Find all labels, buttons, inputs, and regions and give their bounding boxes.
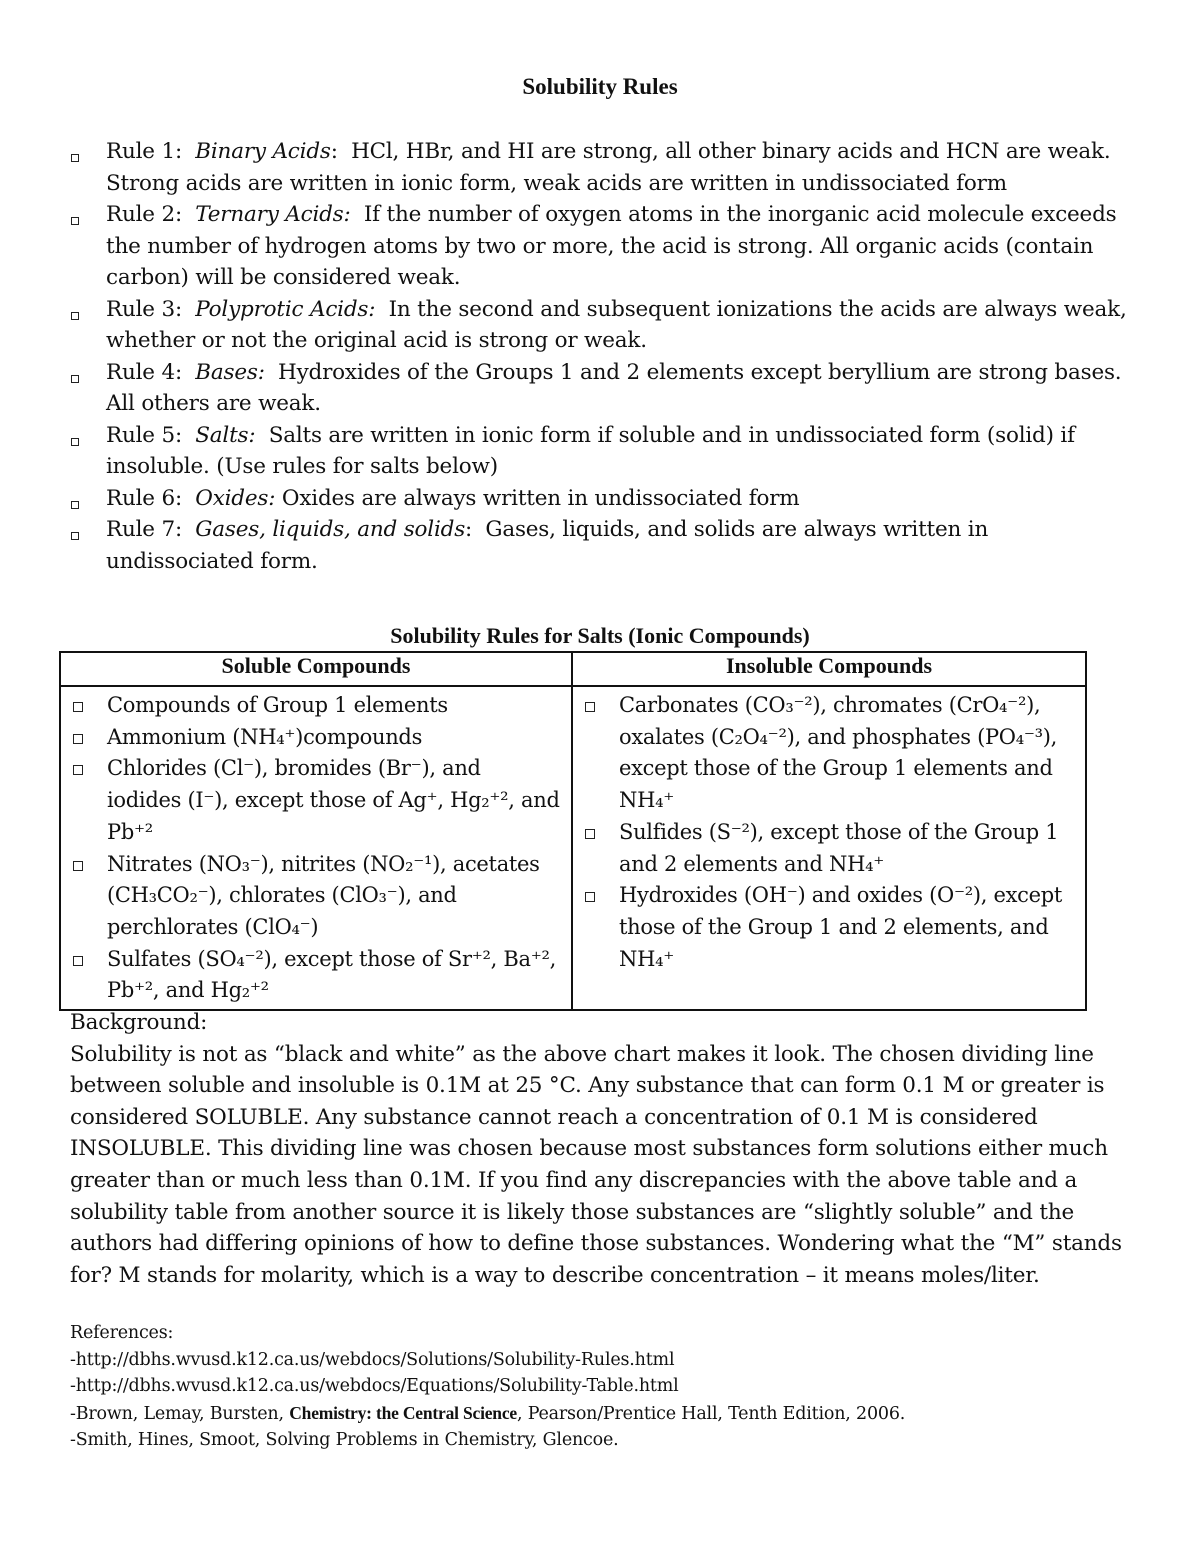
checkbox-bullet-icon xyxy=(585,829,595,839)
reference-link[interactable]: -http://dbhs.wvusd.k12.ca.us/webdocs/Equations/Solubility-Table.html xyxy=(70,1376,679,1396)
checkbox-bullet-icon xyxy=(73,765,83,775)
reference-item: -Brown, Lemay, Bursten, Chemistry: the Central Science, Pearson/Prentice Hall, Tenth Edition, 2006. xyxy=(70,1402,906,1424)
list-item: Chlorides (Cl⁻), bromides (Br⁻), and iodides (I⁻), except those of Ag⁺, Hg₂⁺², and Pb⁺² xyxy=(61,753,571,848)
page-title: Solubility Rules xyxy=(522,74,678,99)
reference-item: -Smith, Hines, Smoot, Solving Problems in Chemistry, Glencoe. xyxy=(70,1430,619,1450)
rule-item: Rule 5: Salts: Salts are written in ionic form if soluble and in undissociated form (solid) if insoluble. (Use rules for salts below) xyxy=(68,420,1138,483)
background-section xyxy=(70,1007,1140,1291)
list-item: Nitrates (NO₃⁻), nitrites (NO₂⁻¹), acetates (CH₃CO₂⁻), chlorates (ClO₃⁻), and perchlorates (ClO₄⁻) xyxy=(61,849,571,944)
insoluble-header: Insoluble Compounds xyxy=(572,652,1086,686)
square-bullet-icon xyxy=(71,217,79,225)
list-item: Sulfates (SO₄⁻²), except those of Sr⁺², Ba⁺², Pb⁺², and Hg₂⁺² xyxy=(61,944,571,1007)
insoluble-cell xyxy=(572,686,1086,1010)
list-item: Sulfides (S⁻²), except those of the Group 1 and 2 elements and NH₄⁺ xyxy=(573,817,1085,880)
checkbox-bullet-icon xyxy=(73,702,83,712)
rules-list xyxy=(68,136,1138,577)
list-item: Carbonates (CO₃⁻²), chromates (CrO₄⁻²), oxalates (C₂O₄⁻²), and phosphates (PO₄⁻³), except those of the Group 1 elements and NH₄⁺ xyxy=(573,690,1085,817)
square-bullet-icon xyxy=(71,438,79,446)
rule-item: Rule 3: Polyprotic Acids: In the second and subsequent ionizations the acids are always weak, whether or not the original acid is strong or weak. xyxy=(68,294,1138,357)
square-bullet-icon xyxy=(71,532,79,540)
reference-link[interactable]: -http://dbhs.wvusd.k12.ca.us/webdocs/Solutions/Solubility-Rules.html xyxy=(70,1349,675,1370)
rule-item: Rule 7: Gases, liquids, and solids: Gases, liquids, and solids are always written in undissociated form. xyxy=(68,514,1138,577)
salts-table xyxy=(59,651,1087,1011)
checkbox-bullet-icon xyxy=(73,861,83,871)
background-text: Solubility is not as “black and white” as the above chart makes it look. The chosen dividing line between soluble and insoluble is 0.1M at 25 °C. Any substance that can form 0.1 M or greater is considered SOLUBLE. Any substance cannot reach a concentration of 0.1 M is considered INSOLUBLE. This dividing line was chosen because most substances form solutions either much greater than or much less than 0.1M. If you find any discrepancies with the above table and a solubility table from another source it is likely those substances are “slightly soluble” and the authors had differing opinions of how to define those substances. Wondering what the “M” stands for? M stands for molarity, which is a way to describe concentration – it means moles/liter. xyxy=(70,1041,1122,1288)
list-item: Hydroxides (OH⁻) and oxides (O⁻²), except those of the Group 1 and 2 elements, and NH₄⁺ xyxy=(573,880,1085,975)
list-item: Ammonium (NH₄⁺)compounds xyxy=(61,722,571,754)
soluble-header: Soluble Compounds xyxy=(60,652,572,686)
soluble-cell xyxy=(60,686,572,1010)
background-heading: Background: xyxy=(70,1010,208,1035)
soluble-list xyxy=(61,690,571,1007)
rule-item: Rule 6: Oxides: Oxides are always written in undissociated form xyxy=(68,483,1138,515)
insoluble-list xyxy=(573,690,1085,975)
rule-item: Rule 1: Binary Acids: HCl, HBr, and HI are strong, all other binary acids and HCN are weak. Strong acids are written in ionic form, weak acids are written in undissociated form xyxy=(68,136,1138,199)
checkbox-bullet-icon xyxy=(585,702,595,712)
references-heading: References: xyxy=(70,1323,174,1343)
list-item: Compounds of Group 1 elements xyxy=(61,690,571,722)
checkbox-bullet-icon xyxy=(73,956,83,966)
square-bullet-icon xyxy=(71,375,79,383)
checkbox-bullet-icon xyxy=(585,892,595,902)
rule-item: Rule 2: Ternary Acids: If the number of oxygen atoms in the inorganic acid molecule exceeds the number of hydrogen atoms by two or more, the acid is strong. All organic acids (contain carbon) will be considered weak. xyxy=(68,199,1138,294)
salts-table-title: Solubility Rules for Salts (Ionic Compounds) xyxy=(390,623,810,648)
square-bullet-icon xyxy=(71,501,79,509)
square-bullet-icon xyxy=(71,154,79,162)
square-bullet-icon xyxy=(71,312,79,320)
rule-item: Rule 4: Bases: Hydroxides of the Groups 1 and 2 elements except beryllium are strong bases. All others are weak. xyxy=(68,357,1138,420)
checkbox-bullet-icon xyxy=(73,734,83,744)
references-section xyxy=(70,1320,1140,1454)
